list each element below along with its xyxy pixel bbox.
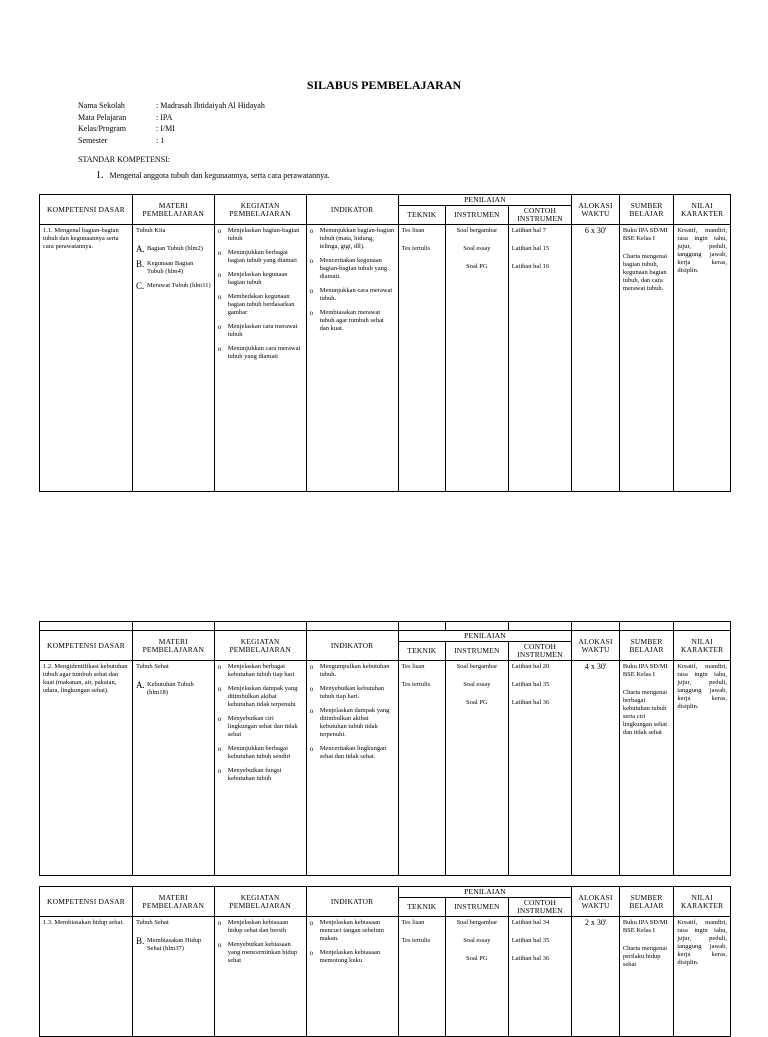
materi-marker: B. <box>135 259 145 269</box>
header-contoh: CONTOH INSTRUMEN <box>508 206 572 225</box>
teknik-item: Tes lisan <box>401 663 425 670</box>
indikator-text: Menjelaskan kebiasaan mencuci tangan sebelum makan. <box>319 919 384 942</box>
indikator-item <box>310 949 395 965</box>
kegiatan-item <box>218 345 303 361</box>
materi-marker: C. <box>135 281 145 291</box>
kegiatan-item <box>218 745 303 761</box>
instrumen-item: Soal PG <box>466 955 488 962</box>
teknik-item: Tes tertulis <box>401 937 431 944</box>
teknik-item: Tes tertulis <box>401 245 431 252</box>
contoh-item: Latihan hal 20 <box>511 663 550 670</box>
bullet-icon: o <box>309 745 314 753</box>
alokasi-cell <box>572 917 619 1037</box>
indikator-item <box>310 663 395 679</box>
sumber-item: Buku IPA SD/MI BSE Kelas I <box>622 663 668 678</box>
kd-text: 1.2. Mengidentifikasi kebutuhan tubuh agar tumbuh sehat dan kuat (makanan, air, pakaian, udara, lingkungan sehat). <box>43 663 128 694</box>
bullet-icon: o <box>217 271 222 279</box>
spacer-row <box>40 622 731 631</box>
kegiatan-cell <box>214 917 306 1037</box>
instrumen-item: Soal essay <box>463 245 491 252</box>
instrumen-cell <box>446 225 509 492</box>
indikator-cell <box>306 225 398 492</box>
kegiatan-text: Menjelaskan kegunaan bagian tubuh <box>227 271 288 286</box>
kegiatan-item <box>218 941 303 965</box>
kegiatan-text: Menunjukkan berbagai kebutuhan tubuh sendiri <box>227 745 291 760</box>
syllabus-table <box>39 621 731 876</box>
alokasi-cell <box>572 661 619 876</box>
indikator-item <box>310 257 395 281</box>
kegiatan-text: Menjelaskan kebiasaan hidup sehat dan bersih <box>227 919 289 934</box>
kegiatan-text: Membedakan kegunaan bagian tubuh berdasarkan gambar <box>227 293 295 316</box>
bullet-icon: o <box>309 663 314 671</box>
indikator-text: Menceritakan kegunaan bagian-bagian tubuh yang diamati. <box>319 257 388 280</box>
nilai-text: Kreatif, mandiri, rasa ingin tahu, jujur, peduli, tanggung jawab, kerja keras, disiplin. <box>677 663 727 710</box>
kd-cell <box>40 661 133 876</box>
meta-value: : 1 <box>156 135 165 145</box>
kegiatan-cell <box>214 661 306 876</box>
indikator-item <box>310 227 395 251</box>
bullet-icon: o <box>217 767 222 775</box>
indikator-item <box>310 919 395 943</box>
materi-item <box>136 245 211 254</box>
kd-cell <box>40 917 133 1037</box>
indikator-text: Membiasakan merawat tubuh agar tumbuh sehat dan kuat. <box>319 309 384 332</box>
header-row <box>40 887 731 898</box>
header-contoh: CONTOH INSTRUMEN <box>508 642 572 661</box>
indikator-item <box>310 707 395 739</box>
kegiatan-text: Menjelaskan dampak yang ditimbulkan akibat kebutuhan tidak terpenuhi <box>227 685 298 708</box>
teknik-cell <box>398 225 445 492</box>
instrumen-item: Soal bergambar <box>456 227 498 234</box>
header-instrumen: INSTRUMEN <box>446 642 509 661</box>
nilai-text: Kreatif, mandiri, rasa ingin tahu, jujur, peduli, tanggung jawab, kerja keras, disiplin. <box>677 227 727 274</box>
alokasi-text: 6 x 30' <box>584 226 607 235</box>
header-penilaian: PENILAIAN <box>398 887 572 898</box>
bullet-icon: o <box>217 323 222 331</box>
school-meta <box>78 100 265 146</box>
instrumen-cell <box>446 661 509 876</box>
kegiatan-item <box>218 919 303 935</box>
kd-text: 1.3. Membiasakan hidup sehat. <box>43 919 124 926</box>
indikator-text: Menceritakan lingkungan sehat dan tidak sehat. <box>319 745 387 760</box>
materi-item <box>136 681 211 697</box>
materi-cell <box>132 661 214 876</box>
indikator-item <box>310 309 395 333</box>
kegiatan-text: Menyebutkan kebiasaan yang mencerminkan hidup sehat <box>227 941 298 964</box>
standar-number: 1. <box>96 170 104 181</box>
header-contoh: CONTOH INSTRUMEN <box>508 898 572 917</box>
meta-row <box>78 112 265 124</box>
materi-text: Bagian Tubuh (hlm2) <box>146 245 203 252</box>
header-penilaian: PENILAIAN <box>398 195 572 206</box>
nilai-cell <box>674 917 731 1037</box>
standar-text: Mengenal anggota tubuh dan kegunaannya, serta cara perawatannya. <box>109 171 330 180</box>
header-alokasi: ALOKASI WAKTU <box>572 631 619 661</box>
kd-text: 1.1. Mengenal bagian-bagian tubuh dan kegunaannya serta cara perawatannya. <box>43 227 119 250</box>
kegiatan-text: Menunjukkan berbagai bagian tubuh yang diamati <box>227 249 297 264</box>
meta-row <box>78 135 265 147</box>
contoh-item: Latihan hal 36 <box>511 955 550 962</box>
sumber-item: Buku IPA SD/MI BSE Kelas I <box>622 919 668 934</box>
header-materi: MATERI PEMBELAJARAN <box>132 631 214 661</box>
alokasi-text: 4 x 30' <box>584 662 607 671</box>
kegiatan-text: Menjelaskan bagian-bagian tubuh <box>227 227 300 242</box>
contoh-item: Latihan hal 7 <box>511 227 546 234</box>
bullet-icon: o <box>217 745 222 753</box>
materi-title: Tubuh Kita <box>135 227 166 234</box>
bullet-icon: o <box>217 941 222 949</box>
header-instrumen: INSTRUMEN <box>446 898 509 917</box>
document-title: SILABUS PEMBELAJARAN <box>306 78 462 92</box>
nilai-cell <box>674 225 731 492</box>
bullet-icon: o <box>217 663 222 671</box>
kegiatan-text: Menyebutkan ciri lingkungan sehat dan tidak sehat <box>227 715 298 738</box>
contoh-cell <box>508 661 572 876</box>
header-nilai: NILAI KARAKTER <box>674 195 731 225</box>
sumber-item: Buku IPA SD/MI BSE Kelas I <box>622 227 668 242</box>
materi-title: Tubuh Sehat <box>135 663 169 670</box>
bullet-icon: o <box>309 287 314 295</box>
materi-text: Membiasakan Hidup Sehat (hlm37) <box>146 937 202 952</box>
nilai-text: Kreatif, mandiri, rasa ingin tahu, jujur, peduli, tanggung jawab, kerja keras, disiplin. <box>677 919 727 966</box>
kegiatan-item <box>218 715 303 739</box>
kegiatan-item <box>218 271 303 287</box>
contoh-cell <box>508 225 572 492</box>
meta-label: Mata Pelajaran <box>78 112 127 122</box>
teknik-cell <box>398 917 445 1037</box>
header-kegiatan: KEGIATAN PEMBELAJARAN <box>214 887 306 917</box>
header-row <box>40 195 731 206</box>
materi-item <box>136 282 211 291</box>
header-nilai: NILAI KARAKTER <box>674 631 731 661</box>
bullet-icon: o <box>217 345 222 353</box>
kegiatan-item <box>218 249 303 265</box>
indikator-item <box>310 685 395 701</box>
syllabus-table <box>39 194 731 492</box>
header-kd: KOMPETENSI DASAR <box>40 631 133 661</box>
indikator-text: Menunjukkan cara merawat tubuh. <box>319 287 393 302</box>
contoh-cell <box>508 917 572 1037</box>
teknik-cell <box>398 661 445 876</box>
bullet-icon: o <box>217 919 222 927</box>
table-row <box>40 917 731 1037</box>
standar-kompetensi <box>96 170 330 181</box>
kegiatan-text: Menyebutkan fungsi kebutuhan tubuh <box>227 767 282 782</box>
syllabus-table <box>39 886 731 1037</box>
bullet-icon: o <box>309 707 314 715</box>
contoh-item: Latihan hal 15 <box>511 245 550 252</box>
materi-marker: A. <box>135 680 145 690</box>
header-indikator: INDIKATOR <box>306 195 398 225</box>
bullet-icon: o <box>217 685 222 693</box>
header-materi: MATERI PEMBELAJARAN <box>132 887 214 917</box>
header-sumber: SUMBER BELAJAR <box>619 631 674 661</box>
bullet-icon: o <box>309 919 314 927</box>
header-kegiatan: KEGIATAN PEMBELAJARAN <box>214 195 306 225</box>
header-teknik: TEKNIK <box>398 642 445 661</box>
bullet-icon: o <box>309 685 314 693</box>
header-instrumen: INSTRUMEN <box>446 206 509 225</box>
sumber-item: Charta mengenai bagian tubuh, kegunaan bagian tubuh, dan cara merawat tubuh. <box>622 253 668 292</box>
contoh-item: Latihan hal 16 <box>511 263 550 270</box>
teknik-item: Tes lisan <box>401 919 425 926</box>
bullet-icon: o <box>309 257 314 265</box>
indikator-item <box>310 287 395 303</box>
indikator-item <box>310 745 395 761</box>
kegiatan-cell <box>214 225 306 492</box>
instrumen-item: Soal PG <box>466 263 488 270</box>
alokasi-text: 2 x 30' <box>584 918 607 927</box>
sumber-cell <box>619 225 674 492</box>
kegiatan-item <box>218 767 303 783</box>
materi-item <box>136 937 211 953</box>
indikator-text: Menjelaskan dampak yang ditimbulkan akibat kebutuhan tubuh tidak terpenuhi. <box>319 707 390 738</box>
header-penilaian: PENILAIAN <box>398 631 572 642</box>
instrumen-item: Soal bergambar <box>456 919 498 926</box>
kegiatan-item <box>218 663 303 679</box>
contoh-item: Latihan hal 34 <box>511 919 550 926</box>
materi-marker: A. <box>135 244 145 254</box>
materi-text: Merawat Tubuh (hlm11) <box>146 282 211 289</box>
kegiatan-text: Menunjukkan cara merawat tubuh yang diamati <box>227 345 301 360</box>
bullet-icon: o <box>309 949 314 957</box>
instrumen-item: Soal essay <box>463 937 491 944</box>
materi-marker: B. <box>135 936 145 946</box>
sumber-item: Charta mengenai perilaku hidup sehat <box>622 945 668 968</box>
instrumen-cell <box>446 917 509 1037</box>
alokasi-cell <box>572 225 619 492</box>
bullet-icon: o <box>217 249 222 257</box>
indikator-text: Mengumpulkan kebutuhan tubuh. <box>319 663 390 678</box>
materi-item <box>136 260 211 276</box>
materi-cell <box>132 225 214 492</box>
contoh-item: Latihan hal 35 <box>511 681 550 688</box>
indikator-text: Menyebutkan kebutuhan tubuh tiap hari. <box>319 685 385 700</box>
instrumen-item: Soal PG <box>466 699 488 706</box>
materi-title: Tubuh Sehat <box>135 919 169 926</box>
standar-label: STANDAR KOMPETENSI: <box>78 155 171 164</box>
kegiatan-item <box>218 293 303 317</box>
kegiatan-item <box>218 323 303 339</box>
indikator-text: Menunjukkan bagian-bagian tubuh (mata, hidung, telinga, gigi, dll). <box>319 227 395 250</box>
table-row <box>40 225 731 492</box>
header-indikator: INDIKATOR <box>306 887 398 917</box>
meta-value: : I/MI <box>156 124 175 133</box>
indikator-cell <box>306 917 398 1037</box>
bullet-icon: o <box>217 227 222 235</box>
materi-text: Kegunaan Bagian Tubuh (hlm4) <box>146 260 194 275</box>
bullet-icon: o <box>309 227 314 235</box>
header-teknik: TEKNIK <box>398 206 445 225</box>
bullet-icon: o <box>217 293 222 301</box>
materi-text: Kebutuhan Tubuh (hlm18) <box>146 681 194 696</box>
header-kd: KOMPETENSI DASAR <box>40 887 133 917</box>
indikator-cell <box>306 661 398 876</box>
kegiatan-item <box>218 227 303 243</box>
meta-value: : Madrasah Ibtidaiyah Al Hidayah <box>156 101 265 110</box>
bullet-icon: o <box>309 309 314 317</box>
header-row <box>40 631 731 642</box>
kd-cell <box>40 225 133 492</box>
bullet-icon: o <box>217 715 222 723</box>
header-kegiatan: KEGIATAN PEMBELAJARAN <box>214 631 306 661</box>
header-alokasi: ALOKASI WAKTU <box>572 887 619 917</box>
header-alokasi: ALOKASI WAKTU <box>572 195 619 225</box>
header-nilai: NILAI KARAKTER <box>674 887 731 917</box>
sumber-cell <box>619 661 674 876</box>
header-indikator: INDIKATOR <box>306 631 398 661</box>
kegiatan-item <box>218 685 303 709</box>
contoh-item: Latihan hal 35 <box>511 937 550 944</box>
sumber-cell <box>619 917 674 1037</box>
teknik-item: Tes lisan <box>401 227 425 234</box>
contoh-item: Latihan hal 36 <box>511 699 550 706</box>
indikator-text: Menjelaskan kebiasaan memotong kuku <box>319 949 381 964</box>
kegiatan-text: Menjelaskan cara merawat tubuh <box>227 323 298 338</box>
meta-value: : IPA <box>156 112 173 122</box>
instrumen-item: Soal essay <box>463 681 491 688</box>
table-row <box>40 661 731 876</box>
kegiatan-text: Menjelaskan berbagai kebutuhan tubuh tiap hari <box>227 663 295 678</box>
meta-label: Semester <box>78 135 108 145</box>
header-teknik: TEKNIK <box>398 898 445 917</box>
nilai-cell <box>674 661 731 876</box>
header-sumber: SUMBER BELAJAR <box>619 887 674 917</box>
meta-row <box>78 123 265 135</box>
header-kd: KOMPETENSI DASAR <box>40 195 133 225</box>
meta-label: Kelas/Program <box>78 124 126 133</box>
meta-row <box>78 100 265 112</box>
meta-label: Nama Sekolah <box>78 101 125 110</box>
header-sumber: SUMBER BELAJAR <box>619 195 674 225</box>
materi-cell <box>132 917 214 1037</box>
teknik-item: Tes tertulis <box>401 681 431 688</box>
sumber-item: Charta mengenai berbagai kebutuhan tubuh serta ciri lingkungan sehat dan tidak sehat <box>622 689 668 736</box>
instrumen-item: Soal bergambar <box>456 663 498 670</box>
header-materi: MATERI PEMBELAJARAN <box>132 195 214 225</box>
